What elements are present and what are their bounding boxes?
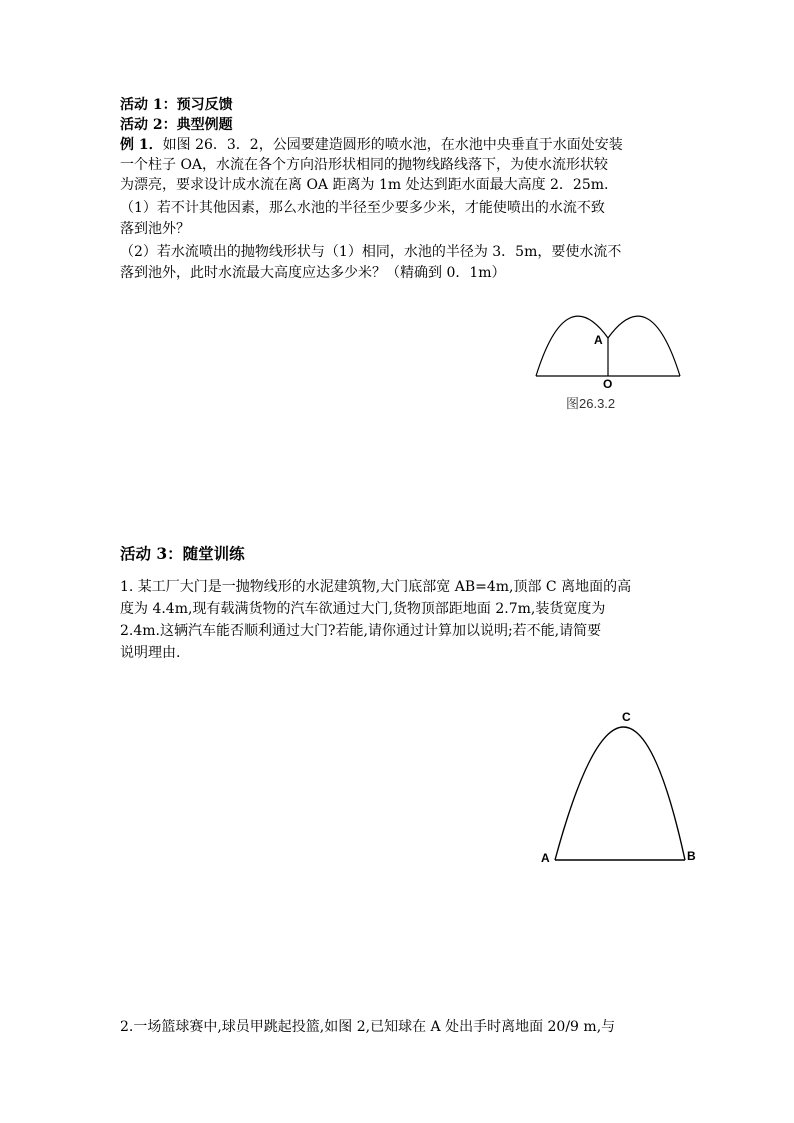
example1-line1: 例 1．如图 26．3．2，公园要建造圆形的喷水池，在水池中央垂直于水面处安装 bbox=[120, 137, 623, 153]
fountain-caption: 图26.3.2 bbox=[566, 396, 616, 411]
problem1-line2: 度为 4.4m,现有载满货物的汽车欲通过大门,货物顶部距地面 2.7m,装货宽度为 bbox=[120, 601, 606, 617]
fountain-figure bbox=[530, 300, 690, 420]
example1-q1-line1: （1）若不计其他因素，那么水池的半径至少要多少米，才能使喷出的水流不致 bbox=[120, 200, 605, 216]
example1-q2-line2: 落到池外，此时水流最大高度应达多少米？（精确到 0．1m） bbox=[120, 265, 506, 281]
gate-label-c: C bbox=[622, 710, 631, 724]
activity2-title: 活动 2：典型例题 bbox=[120, 117, 233, 133]
activity1-title: 活动 1：预习反馈 bbox=[120, 97, 233, 113]
example1-q2-line1: （2）若水流喷出的抛物线形状与（1）相同，水池的半径为 3．5m，要使水流不 bbox=[120, 244, 622, 260]
gate-label-b: B bbox=[687, 849, 696, 863]
fountain-right-parabola bbox=[608, 316, 680, 376]
problem1-line4: 说明理由. bbox=[120, 645, 181, 661]
example1-line2: 一个柱子 OA，水流在各个方向沿形状相同的抛物线路线落下，为使水流形状较 bbox=[120, 157, 609, 173]
fountain-label-o: O bbox=[603, 377, 613, 391]
problem2-line1: 2.一场篮球赛中,球员甲跳起投篮,如图 2,已知球在 A 处出手时离地面 20/9 m,与 bbox=[120, 1019, 616, 1035]
problem1-line3: 2.4m.这辆汽车能否顺利通过大门?若能,请你通过计算加以说明;若不能,请简要 bbox=[120, 623, 602, 639]
example1-line3: 为漂亮，要求设计成水流在离 OA 距离为 1m 处达到距水面最大高度 2．25m. bbox=[120, 177, 609, 193]
gate-parabola bbox=[555, 727, 685, 860]
problem1-line1: 1. 某工厂大门是一抛物线形的水泥建筑物,大门底部宽 AB=4m,顶部 C 离地面的高 bbox=[120, 579, 632, 595]
example1-label: 例 1． bbox=[120, 137, 163, 153]
example1-q1-line2: 落到池外？ bbox=[120, 221, 190, 237]
gate-label-a: A bbox=[541, 851, 550, 865]
gate-figure bbox=[535, 700, 705, 875]
fountain-label-a: A bbox=[594, 333, 603, 347]
activity3-title: 活动 3：随堂训练 bbox=[120, 544, 245, 563]
